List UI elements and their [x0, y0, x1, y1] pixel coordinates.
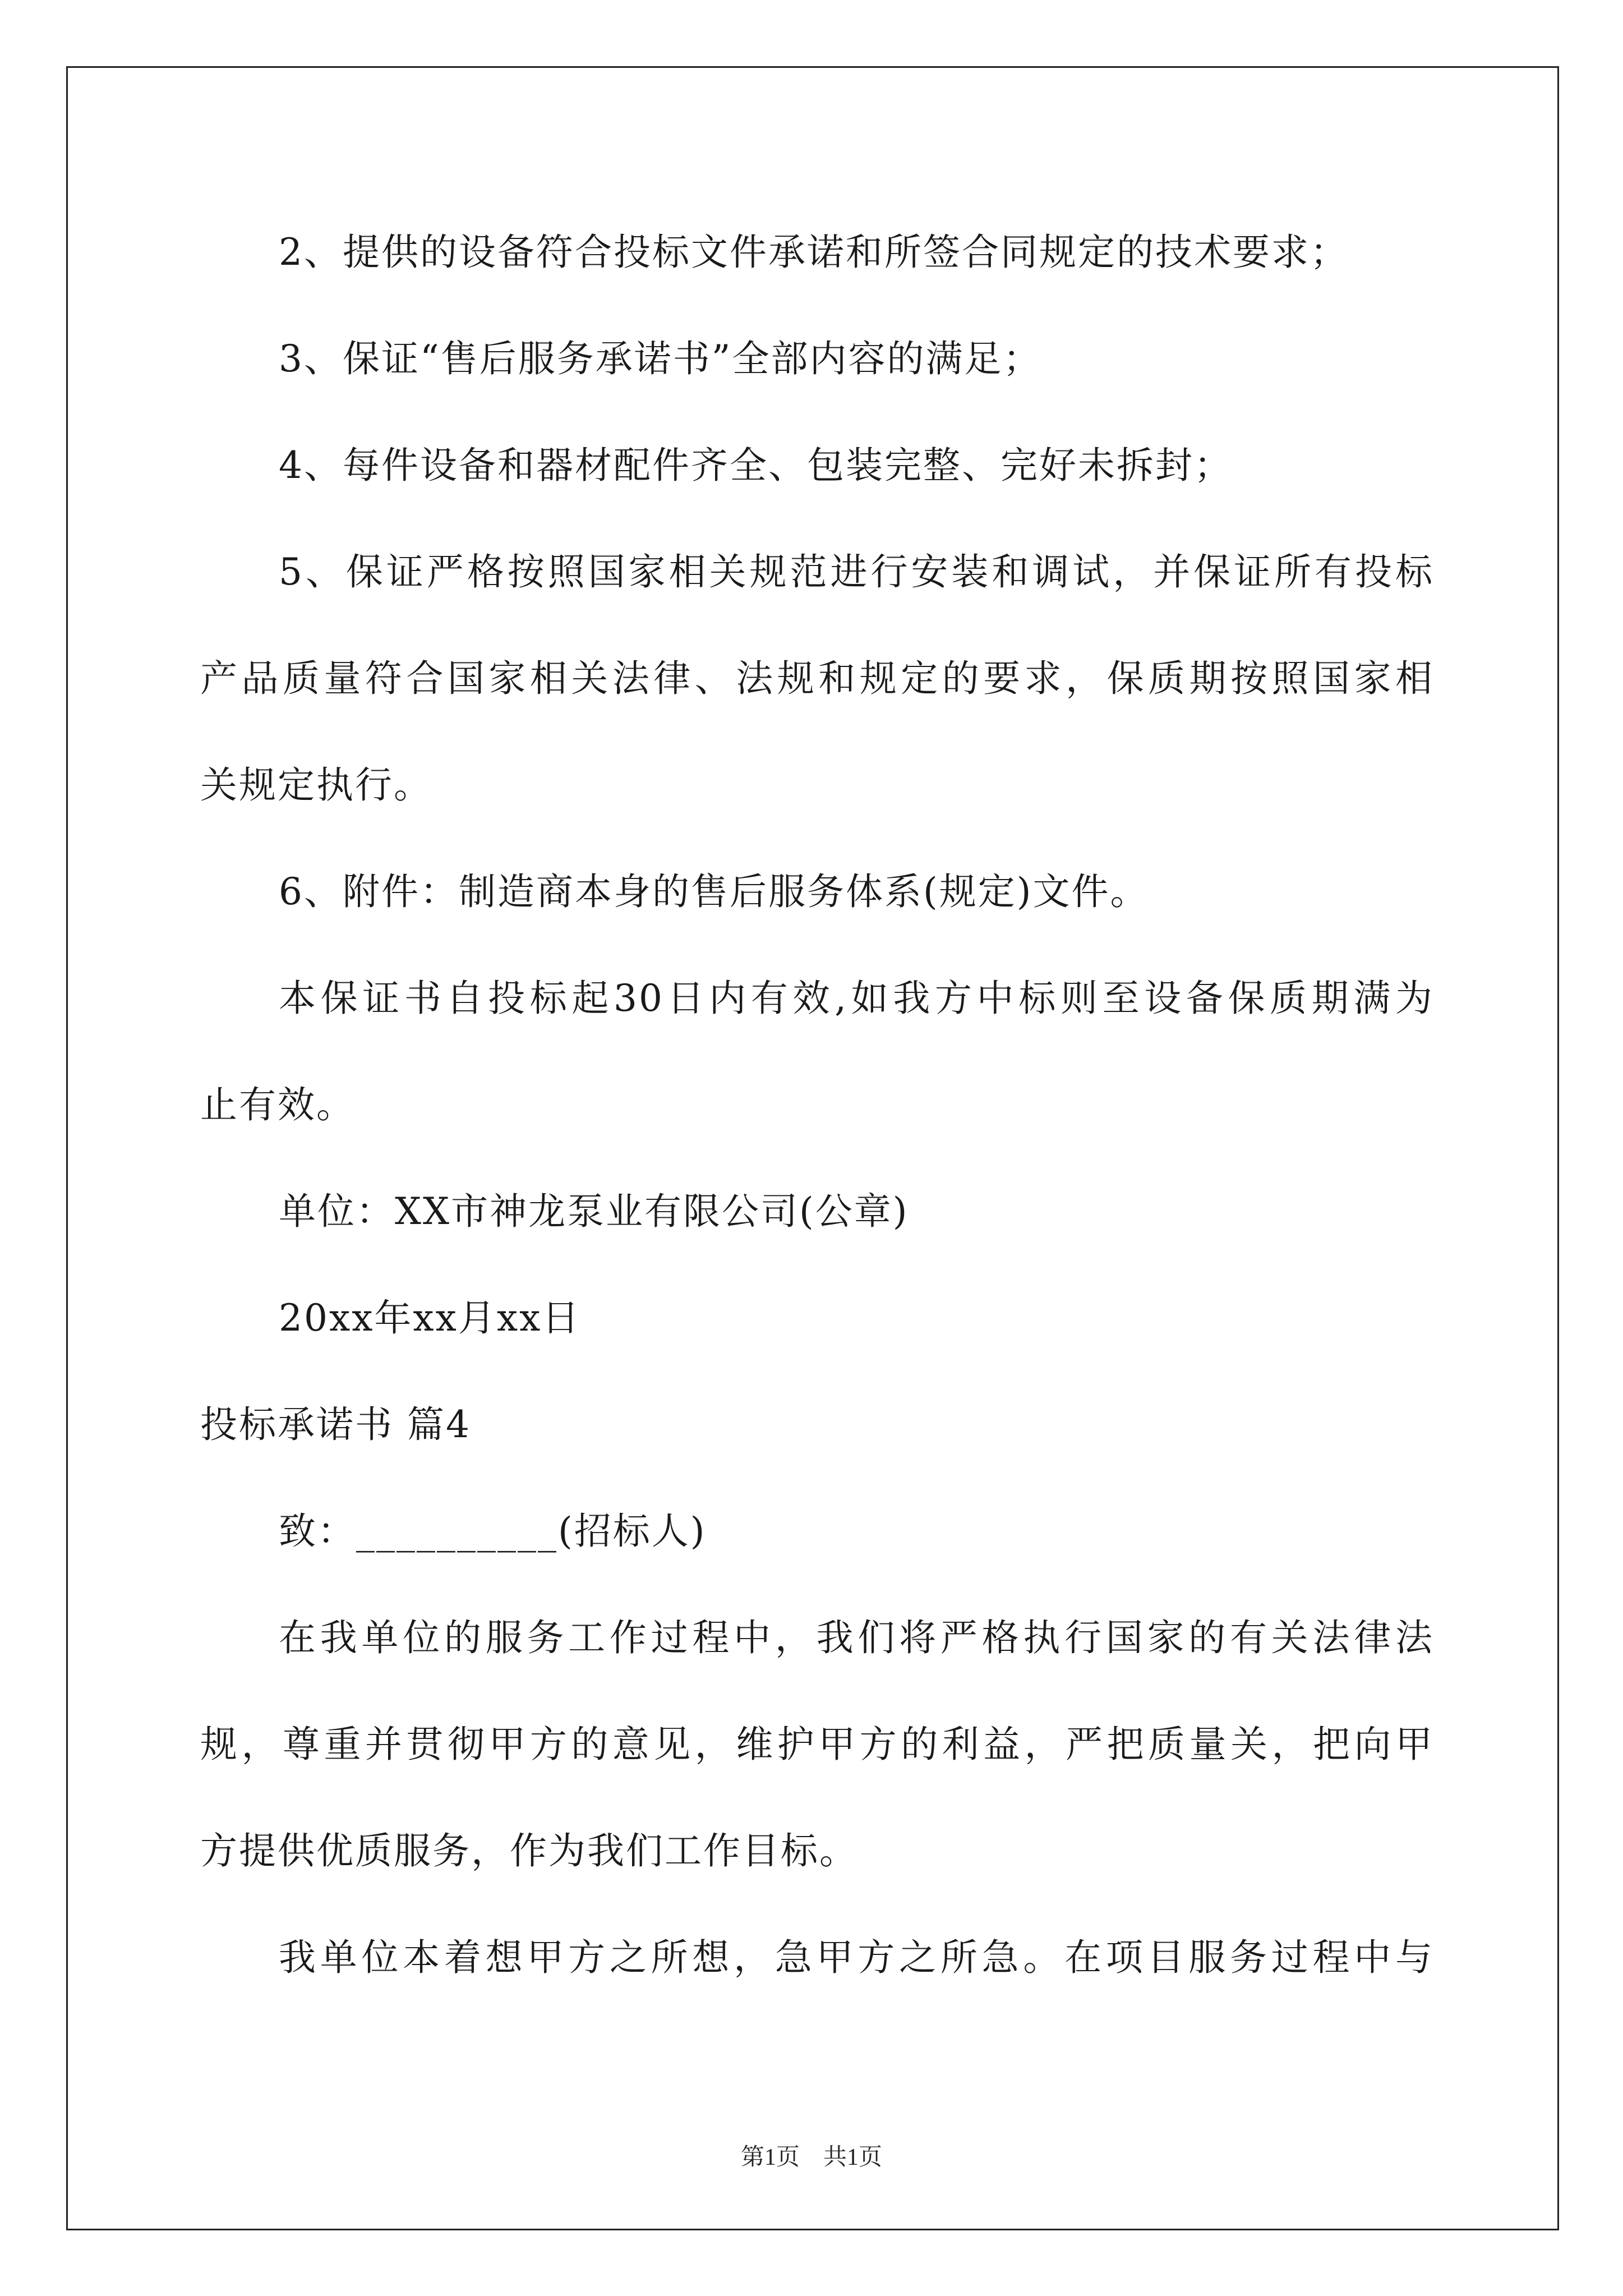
- validity-line-2: 止有效。: [200, 1083, 355, 1126]
- item-5-line-3: 关规定执行。: [200, 763, 432, 807]
- item-3-service-commitment: 3、保证“售后服务承诺书”全部内容的满足；: [279, 337, 1042, 380]
- item-5-line-1: 5、保证严格按照国家相关规范进行安装和调试，并保证所有投标: [279, 550, 1434, 593]
- body-paragraph-1-line-3: 方提供优质服务，作为我们工作目标。: [200, 1829, 858, 1872]
- signature-date: 20xx年xx月xx日: [279, 1296, 581, 1340]
- item-5-line-2: 产品质量符合国家相关法律、法规和规定的要求，保质期按照国家相: [200, 657, 1434, 700]
- body-paragraph-1-line-1: 在我单位的服务工作过程中，我们将严格执行国家的有关法律法: [279, 1616, 1434, 1659]
- section-heading: 投标承诺书 篇4: [200, 1403, 471, 1446]
- validity-line-1: 本保证书自投标起30日内有效,如我方中标则至设备保质期满为: [279, 977, 1434, 1020]
- addressee-line: 致：__________(招标人): [279, 1510, 707, 1553]
- item-4-complete-packaging: 4、每件设备和器材配件齐全、包装完整、完好未拆封；: [279, 444, 1233, 487]
- page-footer: 第1页 共1页: [740, 2145, 882, 2170]
- company-signature: 单位：XX市神龙泵业有限公司(公章): [279, 1190, 909, 1233]
- page-border: [66, 66, 1559, 2230]
- body-paragraph-1-line-2: 规，尊重并贯彻甲方的意见，维护甲方的利益，严把质量关，把向甲: [200, 1723, 1434, 1766]
- item-6-attachment: 6、附件：制造商本身的售后服务体系(规定)文件。: [279, 870, 1149, 913]
- body-paragraph-2-line-1: 我单位本着想甲方之所想，急甲方之所急。在项目服务过程中与: [279, 1936, 1434, 1979]
- item-2-equipment-requirements: 2、提供的设备符合投标文件承诺和所签合同规定的技术要求；: [279, 231, 1349, 274]
